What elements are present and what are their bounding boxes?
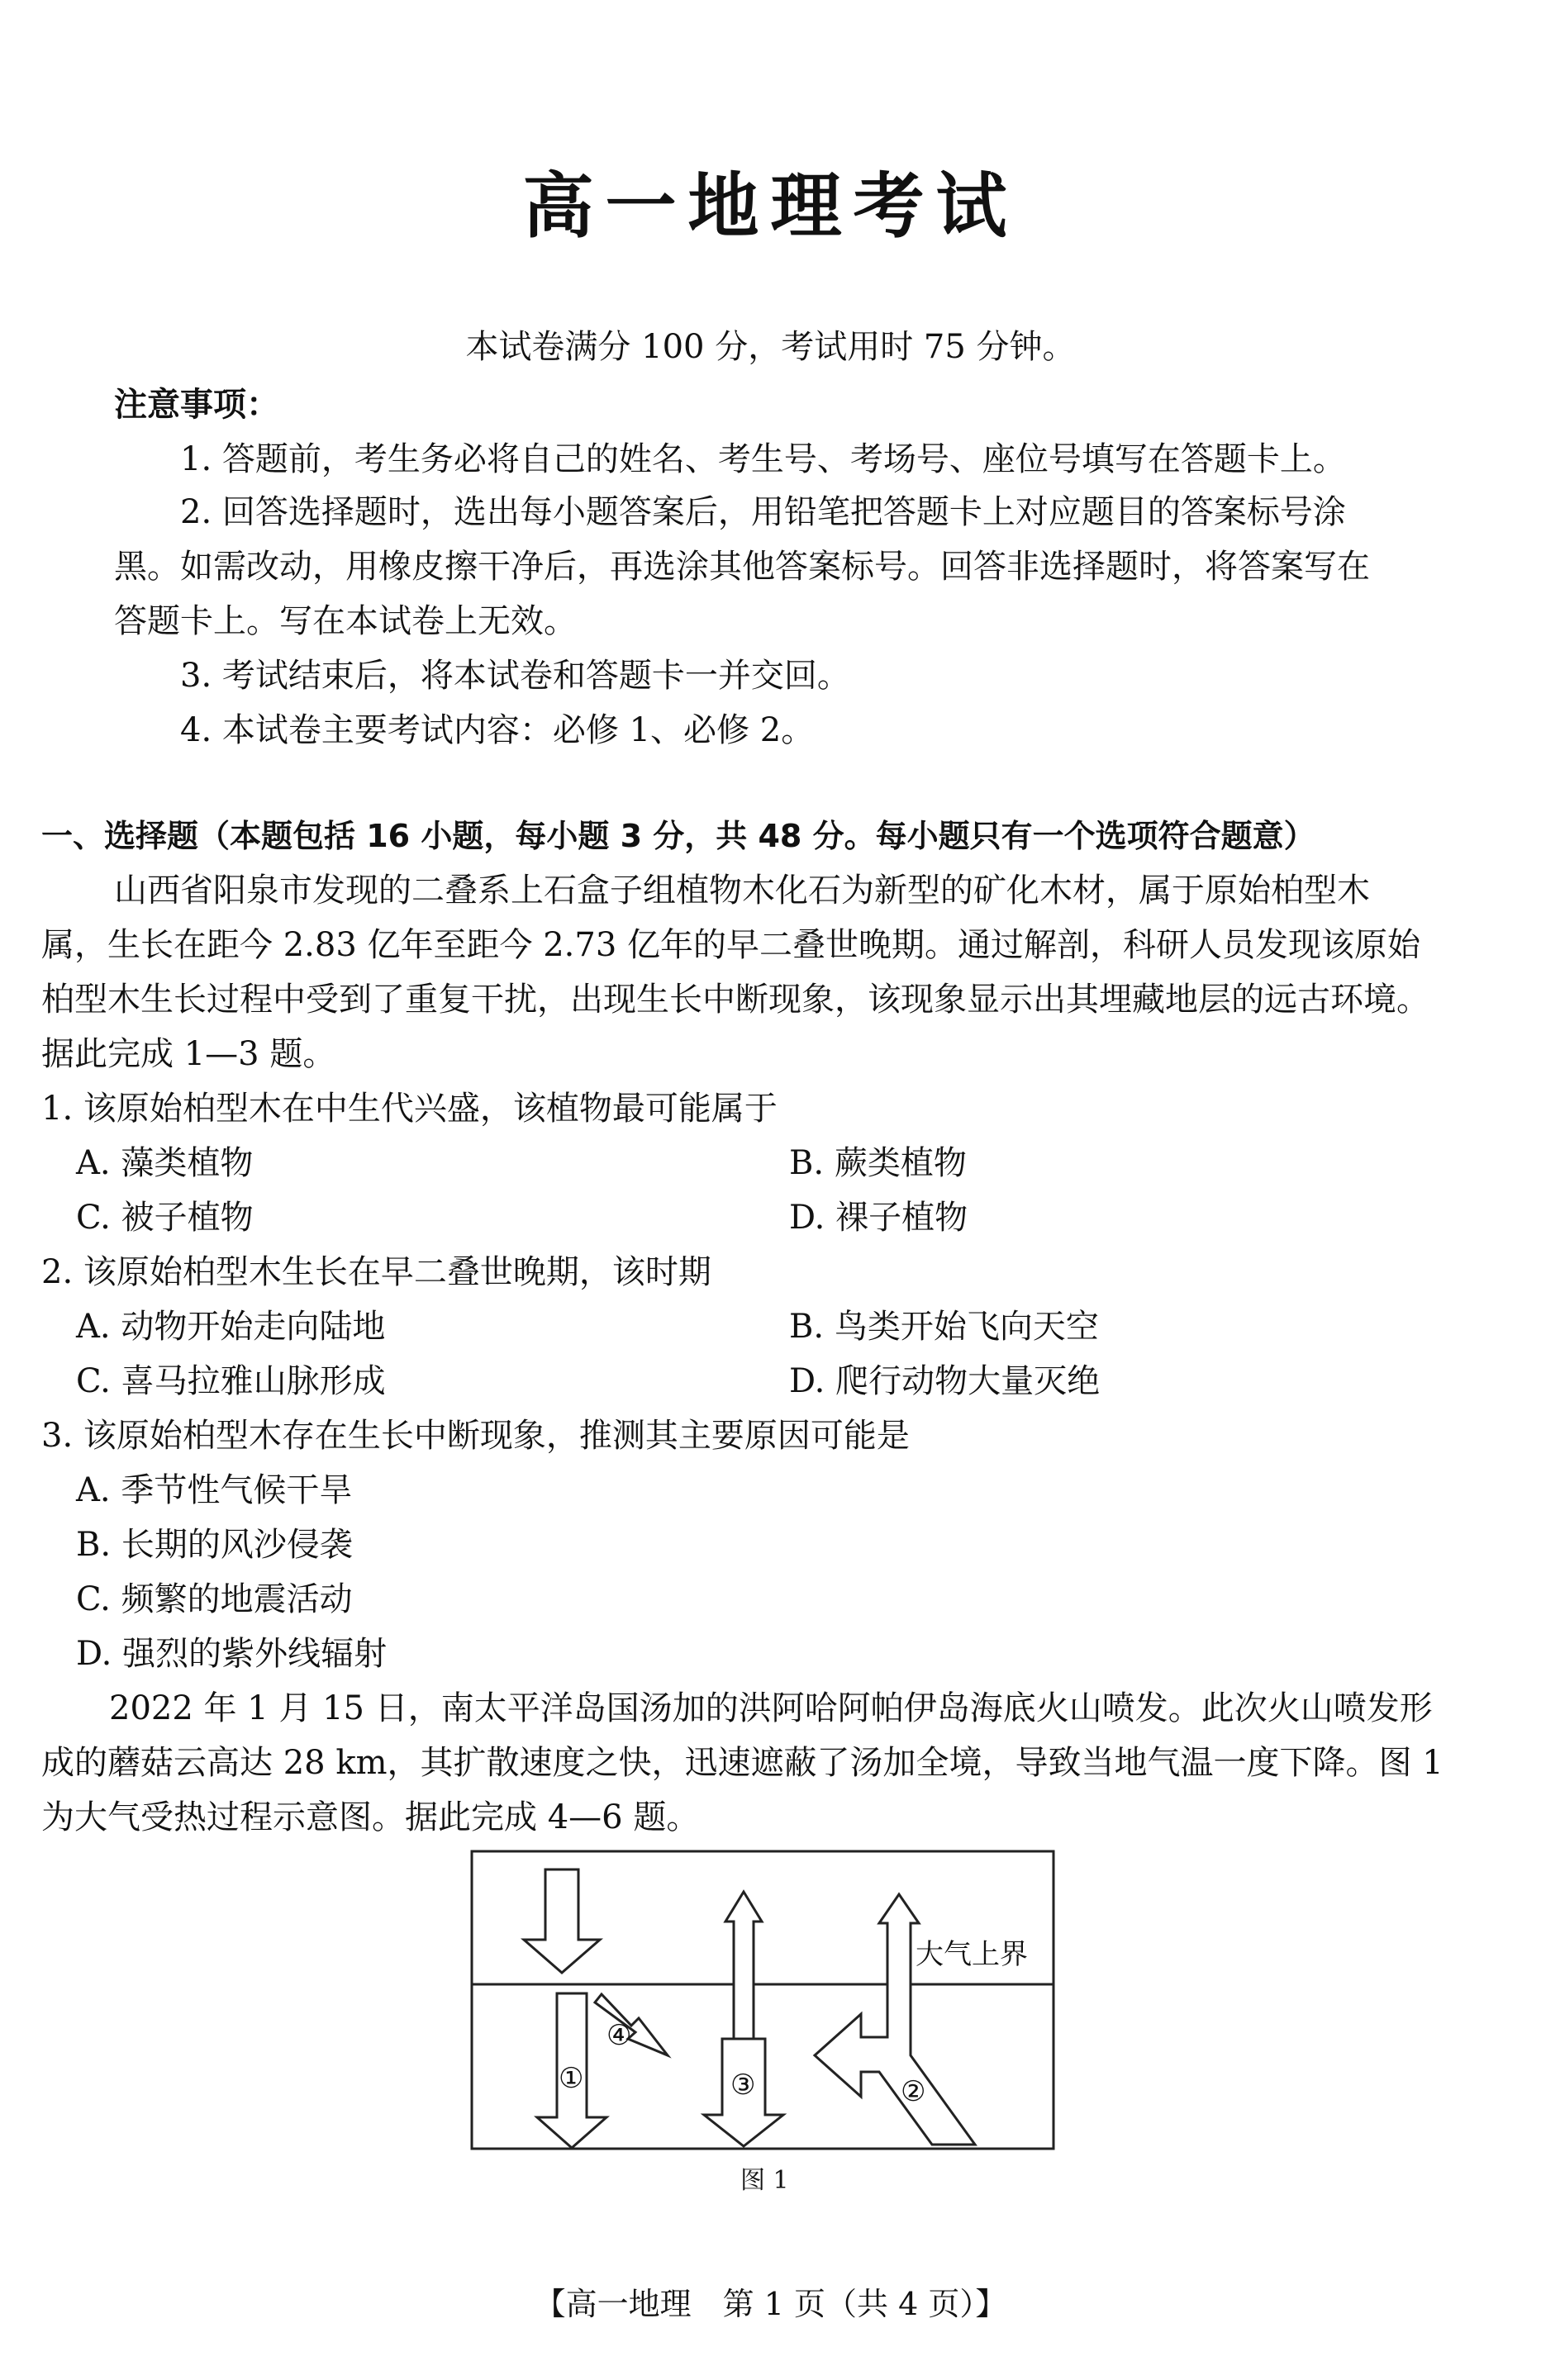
passage-line: 成的蘑菇云高达 28 km，其扩散速度之快，迅速遮蔽了汤加全境，导致当地气温一度下降。图 1: [41, 1744, 1443, 1782]
question-3-stem: 3. 该原始柏型木存在生长中断现象，推测其主要原因可能是: [41, 1417, 910, 1455]
notice-line: 2. 回答选择题时，选出每小题答案后，用铅笔把答题卡上对应题目的答案标号涂: [180, 493, 1346, 531]
notice-line: 4. 本试卷主要考试内容：必修 1、必修 2。: [180, 711, 815, 749]
passage-line: 属，生长在距今 2.83 亿年至距今 2.73 亿年的早二叠世晚期。通过解剖，科研人员发现该原始: [41, 926, 1420, 964]
option-d: D. 强烈的紫外线辐射: [76, 1635, 388, 1673]
notice-line: 1. 答题前，考生务必将自己的姓名、考生号、考场号、座位号填写在答题卡上。: [180, 440, 1346, 478]
notice-line: 答题卡上。写在本试卷上无效。: [114, 602, 577, 640]
passage-line: 山西省阳泉市发现的二叠系上石盒子组植物木化石为新型的矿化木材，属于原始柏型木: [114, 872, 1370, 910]
option-a: A. 动物开始走向陆地: [76, 1308, 386, 1346]
question-2-stem: 2. 该原始柏型木生长在早二叠世晚期，该时期: [41, 1253, 711, 1291]
option-d: D. 爬行动物大量灭绝: [789, 1362, 1101, 1400]
mark-1: ①: [559, 2062, 584, 2095]
option-d: D. 裸子植物: [789, 1199, 968, 1237]
page-title: 高一地理考试: [522, 165, 1019, 248]
option-a: A. 藻类植物: [76, 1144, 254, 1182]
passage-line: 柏型木生长过程中受到了重复干扰，出现生长中断现象，该现象显示出其埋藏地层的远古环境。: [41, 981, 1429, 1019]
notice-heading: 注意事项：: [114, 386, 279, 424]
section-heading: 一、选择题（本题包括 16 小题，每小题 3 分，共 48 分。每小题只有一个选项符合题意）: [41, 818, 1315, 854]
question-1-stem: 1. 该原始柏型木在中生代兴盛，该植物最可能属于: [41, 1090, 778, 1128]
page-footer: 【高一地理 第 1 页（共 4 页）】: [534, 2286, 1007, 2322]
option-a: A. 季节性气候干旱: [76, 1471, 353, 1509]
mark-3: ③: [730, 2069, 756, 2102]
notice-line: 3. 考试结束后，将本试卷和答题卡一并交回。: [180, 657, 850, 695]
exam-intro: 本试卷满分 100 分，考试用时 75 分钟。: [465, 328, 1076, 366]
option-c: C. 喜马拉雅山脉形成: [76, 1362, 386, 1400]
notice-line: 黑。如需改动，用橡皮擦干净后，再选涂其他答案标号。回答非选择题时，将答案写在: [114, 548, 1370, 586]
option-c: C. 被子植物: [76, 1199, 254, 1237]
mark-4: ④: [606, 2019, 632, 2052]
figure-caption: 图 1: [740, 2166, 789, 2195]
option-b: B. 长期的风沙侵袭: [76, 1526, 353, 1564]
mark-2: ②: [901, 2075, 926, 2108]
option-c: C. 频繁的地震活动: [76, 1580, 353, 1618]
option-b: B. 鸟类开始飞向天空: [789, 1308, 1099, 1346]
atmosphere-top-label: 大气上界: [916, 1938, 1028, 1971]
passage-line: 2022 年 1 月 15 日，南太平洋岛国汤加的洪阿哈阿帕伊岛海底火山喷发。此次火山喷发形: [109, 1689, 1433, 1727]
passage-line: 为大气受热过程示意图。据此完成 4—6 题。: [41, 1798, 700, 1836]
passage-line: 据此完成 1—3 题。: [41, 1035, 336, 1073]
option-b: B. 蕨类植物: [789, 1144, 967, 1182]
diagram-drawing: [469, 1849, 1056, 2178]
atmosphere-heating-diagram: [469, 1849, 1056, 2195]
